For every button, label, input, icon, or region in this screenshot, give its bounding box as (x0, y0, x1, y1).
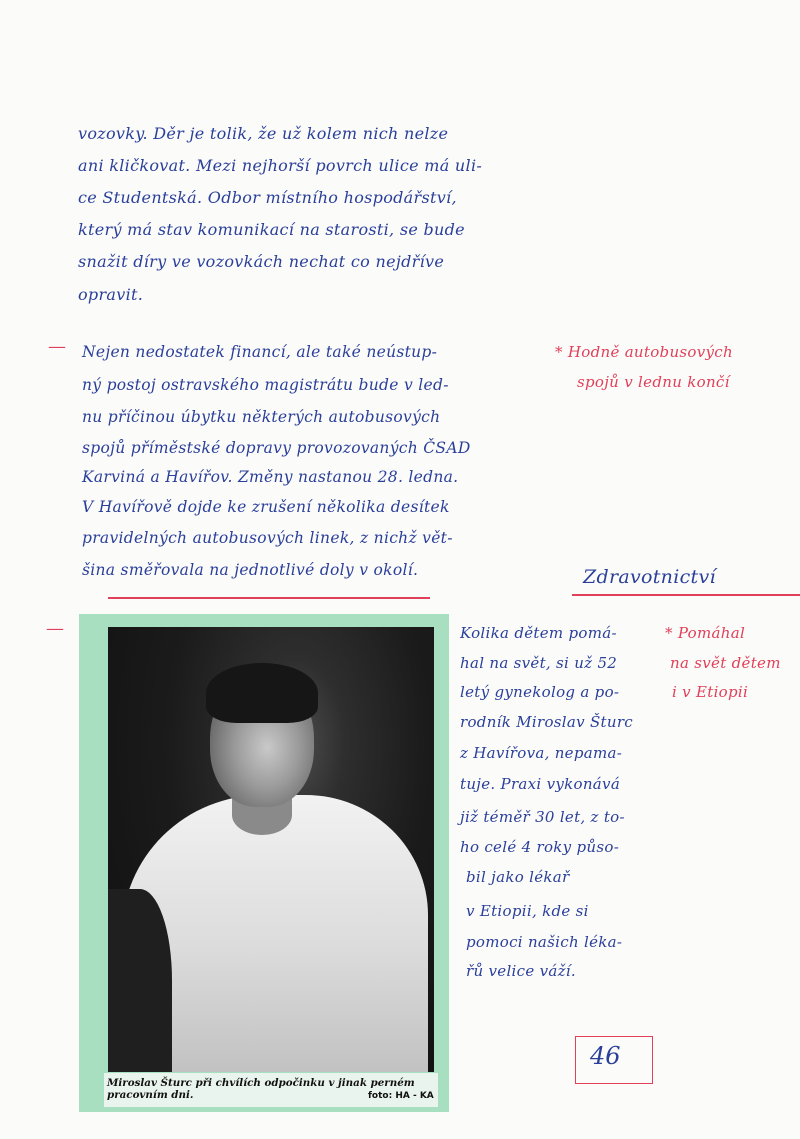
roads-line-2: ani kličkovat. Mezi nejhorší povrch ulice má uli- (78, 156, 483, 175)
buses-line-6: V Havířově dojde ke zrušení několika desítek (82, 498, 450, 516)
buses-line-2: ný postoj ostravského magistrátu bude v led- (82, 376, 449, 394)
roads-line-1: vozovky. Děr je tolik, že už kolem nich nelze (78, 124, 449, 143)
heading-underline (572, 594, 800, 596)
section-divider-line (108, 597, 430, 599)
roads-line-5: snažit díry ve vozovkách nechat co nejdříve (78, 252, 445, 271)
doctor-line-11: pomoci našich léka- (466, 933, 623, 951)
note-buses-line-1: * Hodně autobusových (555, 343, 733, 361)
photo-hair-shape (206, 663, 318, 723)
doctor-line-4: rodník Miroslav Šturc (460, 713, 633, 731)
doctor-line-10: v Etiopii, kde si (466, 902, 589, 920)
doctor-line-6: tuje. Praxi vykonává (460, 775, 621, 793)
section-heading: Zdravotnictví (583, 566, 716, 588)
roads-line-4: který má stav komunikací na starosti, se bude (78, 220, 465, 239)
doctor-line-5: z Havířova, nepama- (460, 744, 623, 762)
note-buses-line-2: spojů v lednu končí (577, 373, 730, 391)
page-number: 46 (590, 1042, 621, 1070)
roads-line-3: ce Studentská. Odbor místního hospodářství, (78, 188, 457, 207)
newspaper-photo (108, 627, 434, 1072)
doctor-line-3: letý gynekolog a po- (460, 683, 620, 701)
buses-line-4: spojů příměstské dopravy provozovaných ČSAD (82, 439, 471, 457)
note-doctor-line-1: * Pomáhal (665, 624, 746, 642)
buses-line-3: nu příčinou úbytku některých autobusových (82, 408, 441, 426)
doctor-line-7: již téměř 30 let, z to- (460, 808, 625, 826)
roads-line-6: opravit. (78, 285, 144, 304)
doctor-line-2: hal na svět, si už 52 (460, 654, 618, 672)
buses-line-5: Karviná a Havířov. Změny nastanou 28. ledna. (82, 468, 459, 486)
red-marker-doctor: — (46, 618, 65, 639)
note-doctor-line-2: na svět dětem (670, 654, 781, 672)
doctor-line-1: Kolika dětem pomá- (460, 624, 617, 642)
doctor-line-9: bil jako lékař (466, 868, 570, 886)
doctor-line-12: řů velice váží. (466, 962, 576, 980)
buses-line-7: pravidelných autobusových linek, z nichž vět- (82, 529, 453, 547)
buses-line-1: Nejen nedostatek financí, ale také neústup- (82, 343, 438, 361)
buses-line-8: šina směřovala na jednotlivé doly v okolí. (82, 561, 419, 579)
doctor-line-8: ho celé 4 roky půso- (460, 838, 620, 856)
note-doctor-line-3: i v Etiopii (672, 683, 749, 701)
photo-shadow-shape (108, 889, 172, 1072)
red-marker-buses: — (48, 336, 67, 357)
photo-caption: Miroslav Šturc při chvílích odpočinku v jinak perném pracovním dni. (107, 1077, 415, 1101)
photo-credit: foto: HA - KA (368, 1091, 434, 1101)
